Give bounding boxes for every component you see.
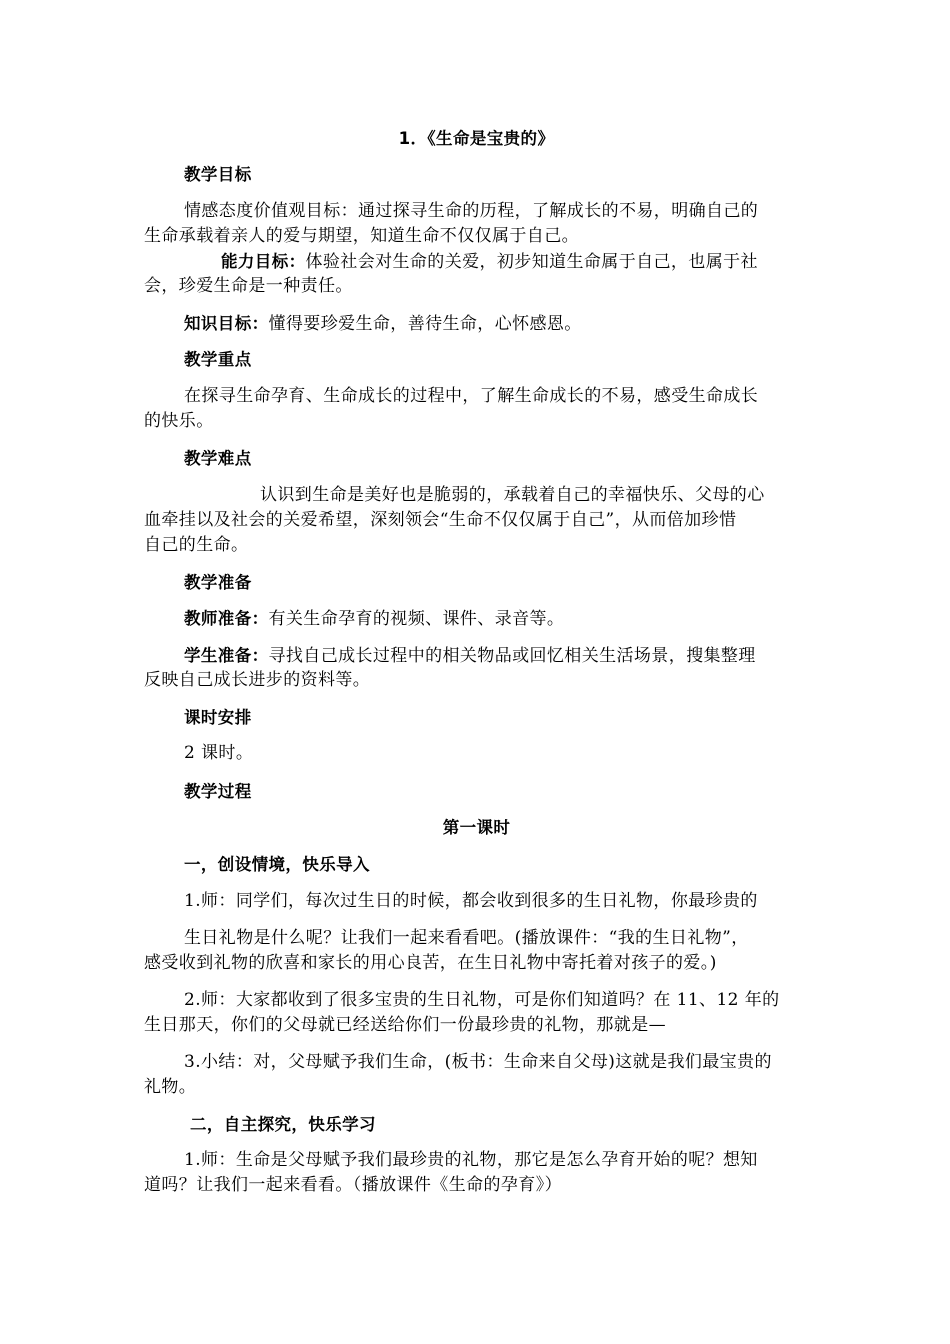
goal-knowledge-text: 懂得要珍爱生命，善待生命，心怀感恩。 <box>268 314 582 334</box>
document-title: 1．《生命是宝贵的》 <box>398 129 555 148</box>
goal-ability-text: 体验社会对生命的关爱，初步知道生命属于自己，也属于社 <box>305 252 758 272</box>
heading-key-points: 教学重点 <box>184 350 252 369</box>
heading-process: 教学过程 <box>184 782 252 801</box>
paragraph-1-line1: 1.师：同学们，每次过生日的时候，都会收到很多的生日礼物，你最珍贵的 <box>184 891 758 911</box>
section-one-heading: 一，创设情境，快乐导入 <box>184 855 370 874</box>
goal-ability-line1 <box>144 249 886 275</box>
lesson-one-title: 第一课时 <box>442 818 511 837</box>
student-preparation-text: 寻找自己成长过程中的相关物品或回忆相关生活场景，搜集整理 <box>268 646 756 666</box>
teacher-preparation <box>144 606 849 632</box>
student-preparation-label: 学生准备： <box>184 646 269 665</box>
goal-knowledge-label: 知识目标： <box>184 314 269 333</box>
goal-emotion-line2: 生命承载着亲人的爱与期望，知道生命不仅仅属于自己。 <box>144 226 579 246</box>
heading-schedule: 课时安排 <box>184 708 252 727</box>
paragraph-2-line2: 生日那天，你们的父母就已经送给你们一份最珍贵的礼物，那就是— <box>144 1015 666 1035</box>
goal-emotion-line1: 情感态度价值观目标：通过探寻生命的历程，了解成长的不易，明确自己的 <box>184 201 759 221</box>
paragraph-2-line1: 2.师：大家都收到了很多宝贵的生日礼物，可是你们知道吗？在 11、12 年的 <box>184 990 780 1010</box>
goal-knowledge <box>144 311 849 337</box>
heading-difficulties: 教学难点 <box>184 449 252 468</box>
paragraph-1-line2: 生日礼物是什么呢？让我们一起来看看吧。(播放课件：“我的生日礼物”， <box>184 928 749 948</box>
paragraph-4-line1: 1.师：生命是父母赋予我们最珍贵的礼物，那它是怎么孕育开始的呢？想知 <box>184 1150 758 1170</box>
paragraph-4-line2: 道吗？让我们一起来看看。（播放课件《生命的孕育》） <box>144 1175 562 1195</box>
paragraph-1-line3: 感受收到礼物的欣喜和家长的用心良苦，在生日礼物中寄托着对孩子的爱。) <box>144 953 717 973</box>
heading-preparation: 教学准备 <box>184 573 252 592</box>
paragraph-3-line1: 3.小结：对，父母赋予我们生命，(板书：生命来自父母)这就是我们最宝贵的 <box>184 1052 772 1072</box>
difficulties-line2: 血牵挂以及社会的关爱希望，深刻领会“生命不仅仅属于自己”，从而倍加珍惜 <box>144 510 737 530</box>
student-preparation-line1 <box>144 643 849 669</box>
heading-teaching-goals: 教学目标 <box>184 165 252 184</box>
difficulties-line3: 自己的生命。 <box>144 535 249 555</box>
teacher-preparation-label: 教师准备： <box>184 609 269 628</box>
section-two-heading: 二，自主探究，快乐学习 <box>190 1115 376 1134</box>
key-points-line1: 在探寻生命孕育、生命成长的过程中，了解生命成长的不易，感受生命成长 <box>184 386 759 406</box>
difficulties-line1: 认识到生命是美好也是脆弱的，承载着自己的幸福快乐、父母的心 <box>260 485 765 505</box>
schedule-text: 2 课时。 <box>184 743 254 763</box>
teacher-preparation-text: 有关生命孕育的视频、课件、录音等。 <box>268 609 565 629</box>
paragraph-3-line2: 礼物。 <box>144 1077 197 1097</box>
goal-ability-line2: 会，珍爱生命是一种责任。 <box>144 276 353 296</box>
key-points-line2: 的快乐。 <box>144 411 214 431</box>
goal-ability-label: 能力目标： <box>221 252 306 271</box>
student-preparation-line2: 反映自己成长进步的资料等。 <box>144 670 371 690</box>
